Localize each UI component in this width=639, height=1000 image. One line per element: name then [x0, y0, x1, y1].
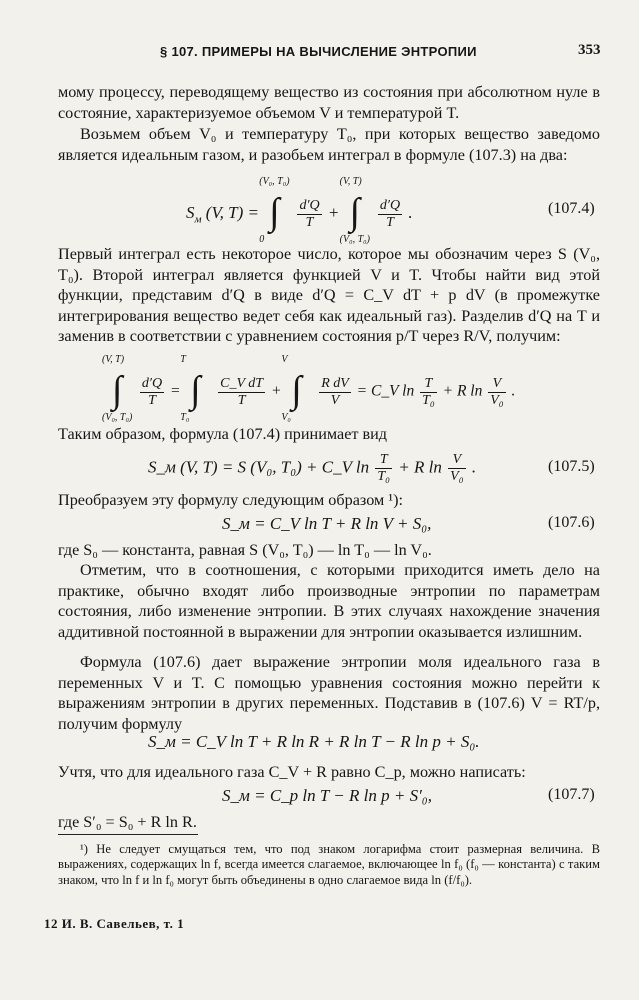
- paragraph-5: Преобразуем эту формулу следующим образом ¹):: [58, 491, 404, 509]
- paragraph-9: Учтя, что для идеального газа C_V + R равно C_p, можно написать:: [58, 763, 526, 781]
- fraction-b: [218, 376, 265, 409]
- integral-1-upper: (V₀, T₀): [259, 176, 290, 187]
- eq-107-5-lhs: S_м (V, T) = S (V₀, T₀) + C_V ln: [148, 457, 370, 477]
- equation-107-6: S_м = C_V ln T + R ln V + S₀,: [222, 514, 432, 533]
- integral-a-upper: (V, T): [102, 354, 125, 365]
- equation-number-107-5: (107.5): [548, 458, 595, 475]
- eq-rhs: = C_V ln: [356, 382, 415, 400]
- fraction-num: C_V dT: [220, 375, 264, 391]
- page-header: [0, 44, 639, 64]
- equation-107-5: [148, 452, 476, 485]
- fraction-d: [420, 376, 437, 409]
- eq-equals: =: [169, 382, 181, 400]
- fraction-dq-t-2: [378, 198, 402, 231]
- integral-sign: ∫: [349, 191, 361, 233]
- fraction-den: T: [386, 214, 394, 230]
- eq-lhs: S: [186, 202, 195, 222]
- equation-number-107-6: (107.6): [548, 514, 595, 531]
- integral-c: [281, 354, 311, 423]
- fraction-c: [319, 376, 351, 409]
- paragraph-8: Формула (107.6) дает выражение энтропии моля идеального газа в переменных V и T. С помощью уравнения состояния можно перейти к выражениям энтропии в других переменных. Подставив в (107.6) V = RT/p, получим формулу: [58, 653, 600, 733]
- printer-signature: 12 И. В. Савельев, т. 1: [44, 916, 185, 931]
- eq-plus: +: [327, 202, 340, 222]
- fraction-num: T: [420, 376, 437, 393]
- equation-integral-split: [102, 354, 516, 423]
- footnote-divider: [58, 834, 198, 835]
- equation-number-107-4: (107.4): [548, 200, 595, 217]
- paragraph-7: Отметим, что в соотношения, с которыми приходится иметь дело на практике, обычно входят либо производные энтропии по параметрам состояния, либо изменение энтропии. В этих случаях нахождение значения аддитивной постоянной в выражении для энтропии оказывается излишним.: [58, 561, 600, 641]
- paragraph-1: мому процессу, переводящему вещество из состояния при абсолютном нуле в состояние, характеризуемое объемом V и температурой T.: [58, 83, 600, 122]
- fraction-den: V: [330, 392, 340, 408]
- integral-2-lower: (V₀, T₀): [339, 234, 370, 245]
- integral-sign: ∫: [112, 369, 123, 411]
- integral-1: [259, 176, 290, 245]
- fraction-den: T: [305, 214, 314, 230]
- paragraph-4: Таким образом, формула (107.4) принимает вид: [58, 425, 388, 443]
- fraction-t: [375, 452, 392, 485]
- paragraph-3: Первый интеграл есть некоторое число, которое мы обозначим через S (V₀, T₀). Второй интеграл является функцией V и T. Чтобы найти вид этой функции, представим d′Q в виде d′Q = C_V dT + p dV (в промежутке интегрирования вещество ведет себя как идеальный газ). Разделив d′Q на T и заменив в соответствии с уравнением состояния p/T через R/V, получим:: [58, 245, 600, 345]
- running-head: § 107. ПРИМЕРЫ НА ВЫЧИСЛЕНИЕ ЭНТРОПИИ: [160, 44, 477, 59]
- eq-lhs-args: (V, T) =: [205, 202, 259, 222]
- fraction-den: T: [237, 392, 246, 408]
- integral-sign: ∫: [269, 191, 280, 233]
- equation-number-107-7: (107.7): [548, 786, 595, 803]
- eq-end: .: [471, 457, 477, 477]
- eq-107-5-mid: + R ln: [398, 457, 442, 477]
- integral-sign: ∫: [190, 369, 201, 411]
- fraction-den: V₀: [490, 392, 504, 408]
- page-number: 353: [578, 42, 601, 58]
- integral-b-lower: T₀: [180, 412, 190, 423]
- paragraph-6: где S₀ — константа, равная S (V₀, T₀) — ln T₀ — ln V₀.: [58, 541, 432, 559]
- eq-rhs-2: + R ln: [442, 382, 483, 400]
- integral-b: [180, 354, 210, 423]
- fraction-den: V₀: [450, 469, 464, 484]
- integral-b-upper: T: [180, 354, 186, 365]
- integral-2-upper: (V, T): [339, 176, 362, 187]
- fraction-num: d′Q: [299, 197, 320, 213]
- fraction-dq-t: [297, 198, 321, 231]
- fraction-v: [448, 452, 465, 485]
- paragraph-10: где S′₀ = S₀ + R ln R.: [58, 813, 197, 831]
- paragraph-2: Возьмем объем V₀ и температуру T₀, при которых вещество заведомо является идеальным газом, и разобьем интеграл в формуле (107.3) на два:: [58, 125, 600, 164]
- fraction-num: T: [375, 452, 392, 469]
- footnote: ¹) Не следует смущаться тем, что под знаком логарифма стоит размерная величина. В выражениях, содержащих ln f, всегда имеется слагаемое, включающее ln f₀ (f₀ — константа) с таким знаком, что ln f и ln f₀ могут быть объединены в одно слагаемое вида ln (f/f₀).: [58, 842, 600, 887]
- eq-lhs-sub: м: [194, 213, 202, 226]
- fraction-num: d′Q: [141, 375, 163, 391]
- fraction-e: [488, 376, 505, 409]
- integral-1-lower: 0: [259, 234, 265, 245]
- integral-c-lower: V₀: [281, 412, 291, 423]
- integral-c-upper: V: [281, 354, 288, 365]
- eq-end: .: [408, 202, 413, 222]
- integral-sign: ∫: [291, 369, 302, 411]
- equation-unnumbered: S_м = C_V ln T + R ln R + R ln T − R ln p + S₀.: [148, 732, 480, 751]
- equation-107-4: [186, 176, 413, 245]
- integral-a: [102, 354, 133, 423]
- eq-plus: +: [270, 382, 282, 400]
- fraction-a: [140, 376, 164, 409]
- equation-107-7: S_м = C_p ln T − R ln p + S′₀,: [222, 786, 432, 805]
- integral-2: [339, 176, 370, 245]
- fraction-den: T₀: [422, 392, 435, 408]
- fraction-num: V: [448, 452, 465, 469]
- fraction-num: V: [488, 376, 505, 393]
- integral-a-lower: (V₀, T₀): [102, 412, 133, 423]
- fraction-num: R dV: [321, 375, 349, 391]
- fraction-num: d′Q: [379, 197, 401, 213]
- eq-end: .: [511, 382, 516, 400]
- fraction-den: T: [148, 392, 156, 408]
- fraction-den: T₀: [377, 469, 391, 484]
